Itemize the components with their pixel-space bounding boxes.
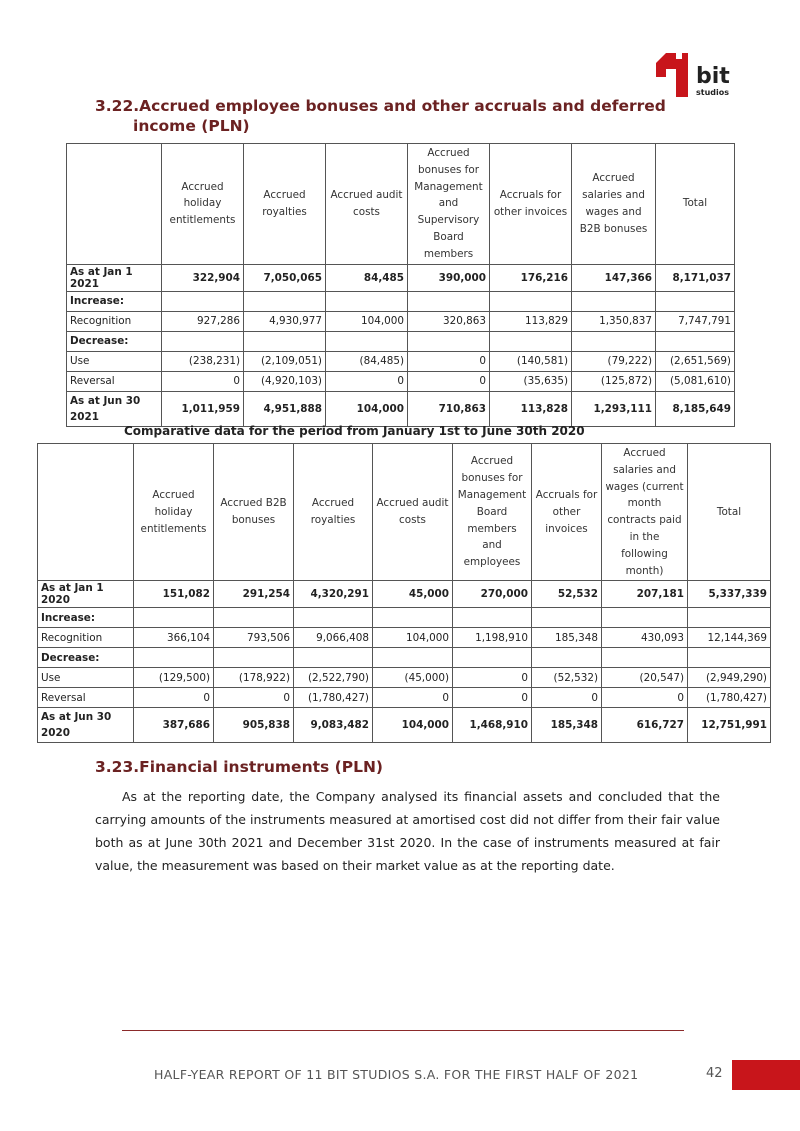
footer-accent-block: [732, 1060, 800, 1090]
row-label: As at Jan 1 2020: [38, 581, 134, 608]
table-cell: 291,254: [214, 581, 294, 608]
column-header: Accrued audit costs: [373, 444, 453, 581]
accruals-table-2021: [66, 143, 735, 427]
table-cell: [134, 608, 214, 628]
table-cell: [326, 331, 408, 351]
company-logo: [656, 53, 736, 99]
table-row: [38, 628, 771, 648]
table-cell: (2,522,790): [294, 668, 373, 688]
table-cell: 0: [214, 688, 294, 708]
column-header: Accruals for other invoices: [532, 444, 602, 581]
table-cell: [162, 291, 244, 311]
table-cell: 0: [602, 688, 688, 708]
table-row: [67, 264, 735, 291]
table-cell: [572, 291, 656, 311]
table-cell: 0: [408, 371, 490, 391]
column-header: Accrued bonuses for Management and Supervisory Board members: [408, 144, 490, 265]
column-header: Accrued holiday entitlements: [162, 144, 244, 265]
row-label: Increase:: [67, 291, 162, 311]
table-cell: 7,050,065: [244, 264, 326, 291]
table-cell: 1,350,837: [572, 311, 656, 331]
table-cell: 320,863: [408, 311, 490, 331]
table-row: [38, 688, 771, 708]
column-header: Total: [688, 444, 771, 581]
section-322-title-line1: Accrued employee bonuses and other accruals and deferred: [139, 97, 666, 115]
column-header: Accrued salaries and wages and B2B bonuses: [572, 144, 656, 265]
table-cell: 9,083,482: [294, 708, 373, 743]
table-cell: 7,747,791: [656, 311, 735, 331]
table-cell: 793,506: [214, 628, 294, 648]
row-label: Reversal: [38, 688, 134, 708]
page-number: 42: [706, 1066, 723, 1081]
table-cell: 0: [134, 688, 214, 708]
table-cell: 5,337,339: [688, 581, 771, 608]
table-cell: [688, 648, 771, 668]
table-cell: [134, 648, 214, 668]
table-cell: (129,500): [134, 668, 214, 688]
section-322-heading: [95, 96, 666, 136]
table-cell: [490, 331, 572, 351]
table-cell: 0: [373, 688, 453, 708]
table-cell: 1,198,910: [453, 628, 532, 648]
table-cell: [453, 608, 532, 628]
column-header: Accrued salaries and wages (current month contracts paid in the following month): [602, 444, 688, 581]
table-row: [38, 668, 771, 688]
table-cell: [373, 608, 453, 628]
table-cell: (238,231): [162, 351, 244, 371]
table-cell: 84,485: [326, 264, 408, 291]
table-cell: 270,000: [453, 581, 532, 608]
row-label: Decrease:: [38, 648, 134, 668]
table-cell: 616,727: [602, 708, 688, 743]
column-header: Accrued audit costs: [326, 144, 408, 265]
table-cell: [294, 648, 373, 668]
row-label: Decrease:: [67, 331, 162, 351]
table-cell: 12,751,991: [688, 708, 771, 743]
column-header: [67, 144, 162, 265]
table-cell: 1,011,959: [162, 391, 244, 426]
table-row: [38, 608, 771, 628]
row-label: Recognition: [38, 628, 134, 648]
row-label: As at Jun 30 2020: [38, 708, 134, 743]
logo-brand-text: bit: [696, 64, 730, 89]
table-cell: [408, 331, 490, 351]
table-cell: [602, 648, 688, 668]
table-cell: (125,872): [572, 371, 656, 391]
table-cell: [244, 331, 326, 351]
table-cell: 8,171,037: [656, 264, 735, 291]
section-323-number: 3.23.: [95, 758, 140, 776]
table-row: [67, 291, 735, 311]
row-label: Use: [38, 668, 134, 688]
table-row: [38, 648, 771, 668]
table-cell: [656, 331, 735, 351]
table-cell: 104,000: [326, 391, 408, 426]
table-cell: 4,320,291: [294, 581, 373, 608]
table-cell: (5,081,610): [656, 371, 735, 391]
row-label: As at Jan 1 2021: [67, 264, 162, 291]
table-cell: (178,922): [214, 668, 294, 688]
table-cell: (84,485): [326, 351, 408, 371]
table-cell: 9,066,408: [294, 628, 373, 648]
table-cell: 0: [162, 371, 244, 391]
table-cell: (1,780,427): [688, 688, 771, 708]
table-cell: (79,222): [572, 351, 656, 371]
table-cell: [490, 291, 572, 311]
section-323-heading: [95, 757, 383, 777]
table-cell: 207,181: [602, 581, 688, 608]
table-cell: (35,635): [490, 371, 572, 391]
column-header: Accrued bonuses for Management Board members and employees: [453, 444, 532, 581]
column-header: Accrued royalties: [244, 144, 326, 265]
row-label: Use: [67, 351, 162, 371]
table-cell: [656, 291, 735, 311]
table-row: [38, 581, 771, 608]
logo-brand-sub: studios: [696, 88, 730, 97]
column-header: Total: [656, 144, 735, 265]
column-header: Accrued B2B bonuses: [214, 444, 294, 581]
table-cell: 905,838: [214, 708, 294, 743]
table-cell: 4,930,977: [244, 311, 326, 331]
table-row: [67, 311, 735, 331]
table-cell: 104,000: [373, 708, 453, 743]
table-cell: 151,082: [134, 581, 214, 608]
table-cell: [214, 648, 294, 668]
table-cell: [326, 291, 408, 311]
row-label: Recognition: [67, 311, 162, 331]
table-cell: (1,780,427): [294, 688, 373, 708]
row-label: As at Jun 30 2021: [67, 391, 162, 426]
table-cell: 0: [408, 351, 490, 371]
table-cell: 390,000: [408, 264, 490, 291]
table-cell: 366,104: [134, 628, 214, 648]
row-label: Reversal: [67, 371, 162, 391]
table-cell: (4,920,103): [244, 371, 326, 391]
footer-text: HALF-YEAR REPORT OF 11 BIT STUDIOS S.A. FOR THE FIRST HALF OF 2021: [154, 1067, 639, 1082]
table-cell: 387,686: [134, 708, 214, 743]
section-322-title-line2: income (PLN): [133, 117, 250, 135]
table-cell: 113,829: [490, 311, 572, 331]
table-cell: 430,093: [602, 628, 688, 648]
table-cell: [532, 608, 602, 628]
table-row: [67, 331, 735, 351]
table-row: [38, 708, 771, 743]
table-cell: (2,109,051): [244, 351, 326, 371]
table-cell: 710,863: [408, 391, 490, 426]
comparative-title: Comparative data for the period from January 1st to June 30th 2020: [124, 424, 585, 438]
table-cell: 12,144,369: [688, 628, 771, 648]
row-label: Increase:: [38, 608, 134, 628]
table-cell: 104,000: [373, 628, 453, 648]
section-323-paragraph: As at the reporting date, the Company analysed its financial assets and concluded that the carrying amounts of the instruments measured at amortised cost did not differ from their fair value both as at June 30th 2021 and December 31st 2020. In the case of instruments measured at fair value, the measurement was based on their market value as at the reporting date.: [95, 789, 720, 873]
table-cell: 185,348: [532, 628, 602, 648]
table-cell: 0: [453, 668, 532, 688]
section-323-title: Financial instruments (PLN): [139, 758, 384, 776]
table-cell: 1,468,910: [453, 708, 532, 743]
table-cell: 45,000: [373, 581, 453, 608]
column-header: [38, 444, 134, 581]
table-cell: [162, 331, 244, 351]
table-cell: (2,949,290): [688, 668, 771, 688]
table-cell: 113,828: [490, 391, 572, 426]
table-cell: [408, 291, 490, 311]
table-cell: 927,286: [162, 311, 244, 331]
table-cell: 4,951,888: [244, 391, 326, 426]
footer-rule: [122, 1030, 684, 1031]
table-cell: 1,293,111: [572, 391, 656, 426]
table-cell: [214, 608, 294, 628]
column-header: Accrued royalties: [294, 444, 373, 581]
table-cell: (20,547): [602, 668, 688, 688]
table-cell: (140,581): [490, 351, 572, 371]
column-header: Accruals for other invoices: [490, 144, 572, 265]
table-cell: (2,651,569): [656, 351, 735, 371]
table-cell: [244, 291, 326, 311]
table-cell: 322,904: [162, 264, 244, 291]
table-cell: [294, 608, 373, 628]
table-cell: 0: [326, 371, 408, 391]
table-cell: 52,532: [532, 581, 602, 608]
table-cell: (52,532): [532, 668, 602, 688]
column-header: Accrued holiday entitlements: [134, 444, 214, 581]
table-cell: 104,000: [326, 311, 408, 331]
section-322-number: 3.22.: [95, 97, 140, 115]
table-cell: 0: [532, 688, 602, 708]
table-cell: 147,366: [572, 264, 656, 291]
table-cell: [373, 648, 453, 668]
table-row: [67, 351, 735, 371]
table-cell: [453, 648, 532, 668]
table-cell: [688, 608, 771, 628]
accruals-table-2020: [37, 443, 771, 743]
table-row: [67, 391, 735, 426]
table-cell: [572, 331, 656, 351]
table-cell: [602, 608, 688, 628]
table-cell: 8,185,649: [656, 391, 735, 426]
table-cell: 176,216: [490, 264, 572, 291]
table-cell: (45,000): [373, 668, 453, 688]
table-cell: 185,348: [532, 708, 602, 743]
table-cell: [532, 648, 602, 668]
table-cell: 0: [453, 688, 532, 708]
table-row: [67, 371, 735, 391]
